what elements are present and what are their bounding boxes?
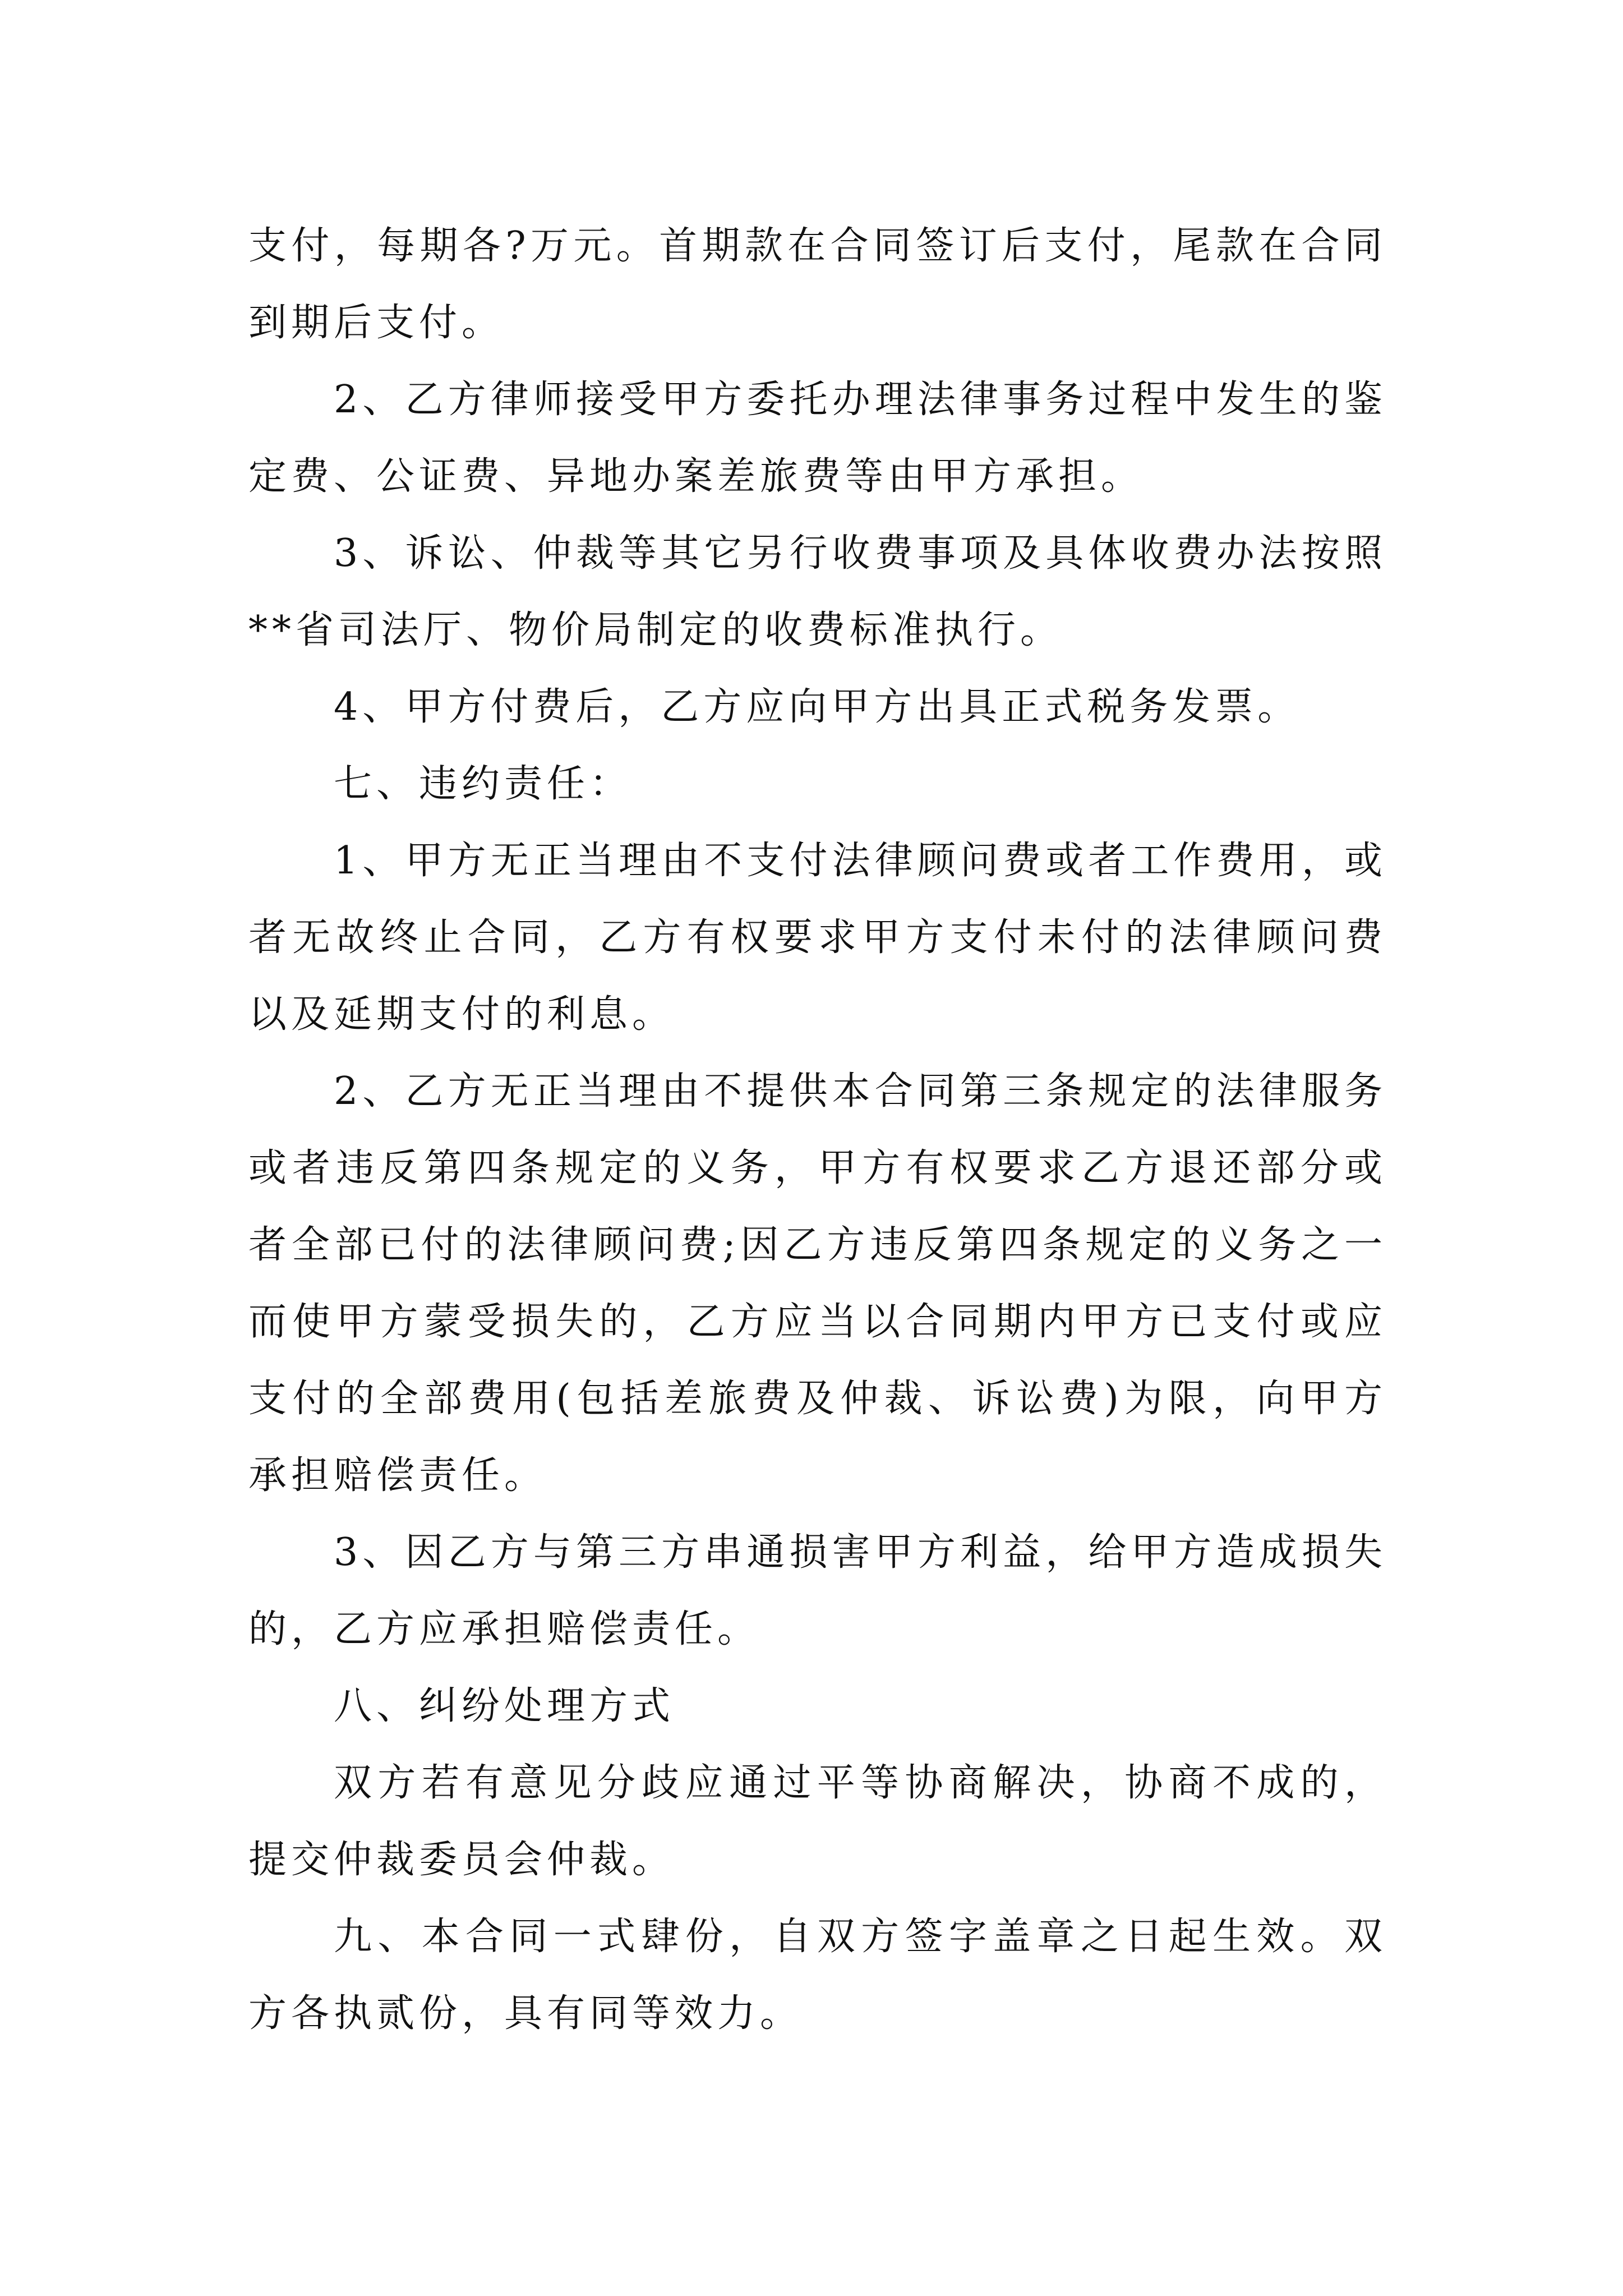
paragraph-collusion: 3、因乙方与第三方串通损害甲方利益，给甲方造成损失的，乙方应承担赔偿责任。 (248, 1530, 1387, 1651)
paragraph-dispute-resolution: 双方若有意见分歧应通过平等协商解决，协商不成的，提交仲裁委员会仲裁。 (248, 1761, 1387, 1882)
section-heading-liability: 七、违约责任： (334, 762, 633, 806)
paragraph-invoice: 4、甲方付费后，乙方应向甲方出具正式税务发票。 (334, 685, 1301, 729)
section-heading-dispute: 八、纠纷处理方式 (334, 1684, 675, 1728)
paragraph-payment-terms-continued: 支付，每期各?万元。首期款在合同签订后支付，尾款在合同到期后支付。 (248, 224, 1387, 345)
paragraph-expenses: 2、乙方律师接受甲方委托办理法律事务过程中发生的鉴定费、公证费、异地办案差旅费等由甲方承担。 (248, 378, 1387, 499)
paragraph-liability-party-b: 2、乙方无正当理由不提供本合同第三条规定的法律服务或者违反第四条规定的义务，甲方有权要求乙方退还部分或者全部已付的法律顾问费;因乙方违反第四条规定的义务之一而使甲方蒙受损失的，乙方应当以合同期内甲方已支付或应支付的全部费用(包括差旅费及仲裁、诉讼费)为限，向甲方承担赔偿责任。 (248, 1069, 1387, 1498)
paragraph-fee-standard: 3、诉讼、仲裁等其它另行收费事项及具体收费办法按照**省司法厅、物价局制定的收费标准执行。 (248, 531, 1387, 652)
paragraph-copies-effect: 九、本合同一式肆份，自双方签字盖章之日起生效。双方各执贰份，具有同等效力。 (248, 1915, 1387, 2036)
document-body (248, 208, 1387, 2052)
paragraph-liability-party-a: 1、甲方无正当理由不支付法律顾问费或者工作费用，或者无故终止合同，乙方有权要求甲方支付未付的法律顾问费以及延期支付的利息。 (248, 839, 1387, 1037)
